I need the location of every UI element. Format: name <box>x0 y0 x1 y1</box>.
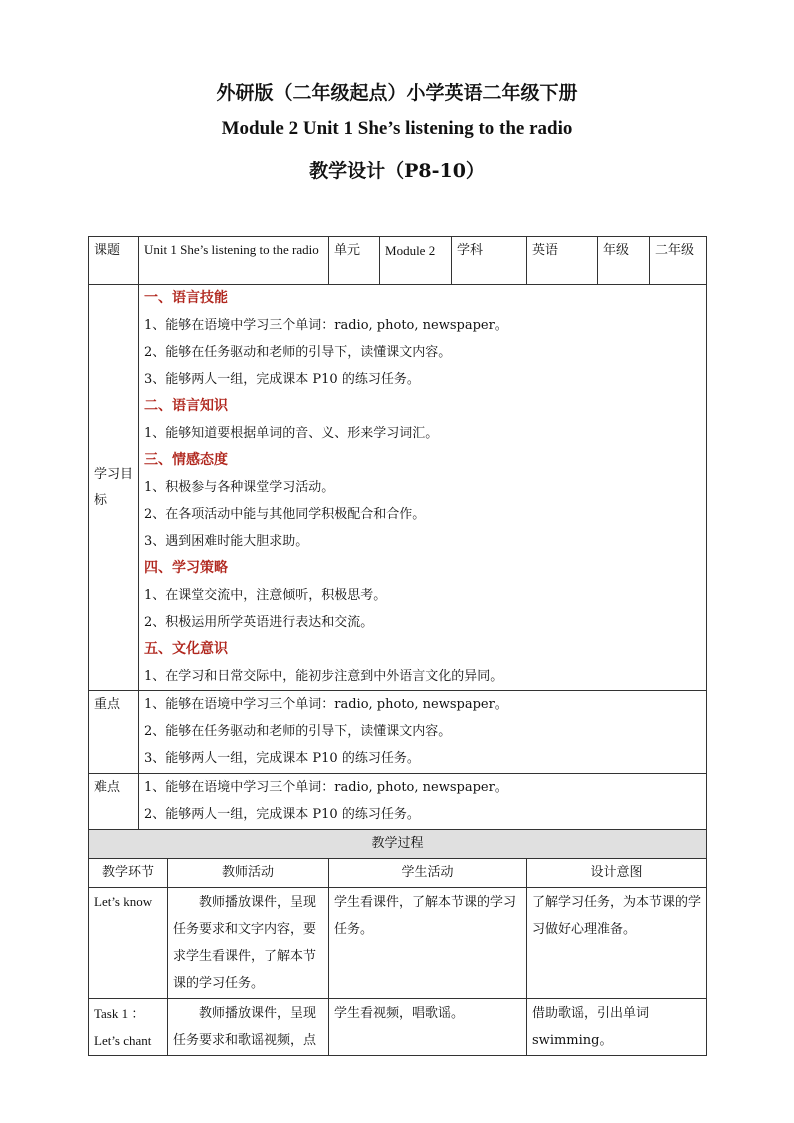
unit-value: Module 2 <box>380 237 452 285</box>
process-row <box>89 999 707 1056</box>
process-teacher-activity: 教师播放课件，呈现任务要求和歌谣视频，点 <box>168 999 329 1056</box>
objective-section-heading: 三、情感态度 <box>144 452 228 468</box>
objective-item: 2、能够在任务驱动和老师的引导下，读懂课文内容。 <box>144 345 452 360</box>
lesson-plan-table <box>88 236 707 1056</box>
objective-item: 1、能够知道要根据单词的音、义、形来学习词汇。 <box>144 426 439 441</box>
process-stage: Let’s know <box>89 888 168 999</box>
unit-label: 单元 <box>329 237 380 285</box>
key-point-item: 3、能够两人一组，完成课本 P10 的练习任务。 <box>144 751 420 766</box>
objective-section-heading: 五、文化意识 <box>144 641 228 657</box>
difficulty-item: 2、能够两人一组，完成课本 P10 的练习任务。 <box>144 807 420 822</box>
document-subtitle: 教学设计（P8-10） <box>309 160 485 182</box>
key-point-item: 2、能够在任务驱动和老师的引导下，读懂课文内容。 <box>144 724 452 739</box>
process-banner-row <box>89 830 707 859</box>
grade-label: 年级 <box>598 237 650 285</box>
document-title: 外研版（二年级起点）小学英语二年级下册 <box>216 82 578 104</box>
objective-item: 3、遇到困难时能大胆求助。 <box>144 534 309 549</box>
header-stage: 教学环节 <box>89 859 168 888</box>
process-teacher-activity: 教师播放课件，呈现任务要求和文字内容，要求学生看课件，了解本节课的学习任务。 <box>168 888 329 999</box>
process-header-row <box>89 859 707 888</box>
process-design-intent: 借助歌谣，引出单词 swimming。 <box>527 999 707 1056</box>
key-point-item: 1、能够在语境中学习三个单词：radio, photo, newspaper。 <box>144 697 508 712</box>
difficulties-row <box>89 774 707 830</box>
difficulties-content <box>139 774 707 830</box>
objective-item: 1、在学习和日常交际中，能初步注意到中外语言文化的异同。 <box>144 669 504 684</box>
key-points-label: 重点 <box>89 691 139 774</box>
header-teacher: 教师活动 <box>168 859 329 888</box>
process-student-activity: 学生看视频，唱歌谣。 <box>329 999 527 1056</box>
objectives-row <box>89 285 707 691</box>
objectives-content <box>139 285 707 691</box>
objective-section-heading: 一、语言技能 <box>144 290 228 306</box>
process-student-activity: 学生看课件，了解本节课的学习任务。 <box>329 888 527 999</box>
subject-value: 英语 <box>527 237 598 285</box>
info-row <box>89 237 707 285</box>
process-design-intent: 了解学习任务，为本节课的学习做好心理准备。 <box>527 888 707 999</box>
objective-item: 2、积极运用所学英语进行表达和交流。 <box>144 615 374 630</box>
process-row <box>89 888 707 999</box>
grade-value: 二年级 <box>650 237 707 285</box>
key-points-content <box>139 691 707 774</box>
objective-item: 1、在课堂交流中，注意倾听，积极思考。 <box>144 588 387 603</box>
objective-item: 1、积极参与各种课堂学习活动。 <box>144 480 335 495</box>
objective-section-heading: 二、语言知识 <box>144 398 228 414</box>
lesson-title: Module 2 Unit 1 She’s listening to the radio <box>221 118 573 139</box>
process-banner: 教学过程 <box>89 830 707 859</box>
objective-section-heading: 四、学习策略 <box>144 560 228 576</box>
objective-item: 2、在各项活动中能与其他同学积极配合和合作。 <box>144 507 426 522</box>
difficulties-label: 难点 <box>89 774 139 830</box>
objectives-label-text: 学习目标 <box>94 466 134 508</box>
subject-label: 学科 <box>452 237 527 285</box>
process-stage: Task 1 ： Let’s chant <box>89 999 168 1056</box>
objective-item: 1、能够在语境中学习三个单词：radio, photo, newspaper。 <box>144 318 508 333</box>
header-student: 学生活动 <box>329 859 527 888</box>
objective-item: 3、能够两人一组，完成课本 P10 的练习任务。 <box>144 372 420 387</box>
key-points-row <box>89 691 707 774</box>
topic-value: Unit 1 She’s listening to the radio <box>139 237 329 285</box>
objectives-label <box>89 285 139 691</box>
difficulty-item: 1、能够在语境中学习三个单词：radio, photo, newspaper。 <box>144 780 508 795</box>
topic-label: 课题 <box>89 237 139 285</box>
header-intent: 设计意图 <box>527 859 707 888</box>
